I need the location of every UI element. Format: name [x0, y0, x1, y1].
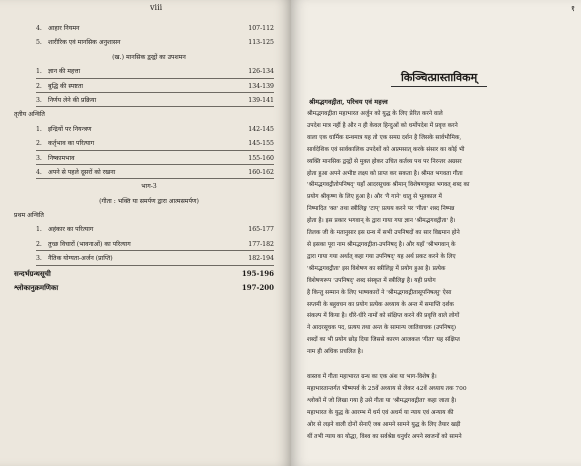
- toc-section-heading: (गीता : भक्ति या समर्पण द्वारा आत्मसमर्पण): [99, 197, 199, 205]
- text-line: महाभारतान्तर्गत भीष्मपर्व के 25वें अध्याय से लेकर 42वें अध्याय तक 700: [307, 385, 467, 392]
- table-of-contents: [14, 22, 284, 295]
- toc-item-title: अपने से पहले दूसरों को रखना: [48, 168, 116, 176]
- section-subtitle: श्रीमद्भगवद्गीता, परिचय एवं महत्त्व: [309, 98, 388, 106]
- toc-row: [14, 80, 284, 94]
- toc-item-pages: 160-162: [248, 168, 274, 176]
- toc-item-title: नैतिक योग्यता-अर्जन (प्राप्ति): [48, 255, 113, 263]
- toc-row: [14, 123, 284, 137]
- text-line: सप्तमी के बहुवचन का प्रयोग प्रत्येक अध्याय के अन्त में समाप्ति दर्शक: [307, 301, 454, 308]
- toc-row: [14, 180, 284, 194]
- underline-rule: [36, 78, 274, 79]
- text-line: प्रयोग श्रीकृष्ण के लिए हुआ है। और 'गै गाने' धातु से भूतकाल में: [307, 194, 442, 201]
- toc-row: [14, 22, 284, 36]
- text-line: उपदेश मात्र नहीं है और न ही केवल हिन्दुओं को धर्मोपदेश में प्रवृत्त करने: [307, 122, 458, 129]
- paragraph: [307, 109, 573, 359]
- toc-item-pages: 155-160: [248, 154, 274, 162]
- text-line: व्यक्ति मानसिक द्वन्द्वों से मुक्त होकर उचित कर्तव्य पथ पर निरन्तर अग्रसर: [307, 158, 462, 165]
- show-through-text: [70, 378, 270, 458]
- chapter-title: किञ्चित्प्रास्ताविकम्: [401, 71, 478, 84]
- toc-section-heading: भाग-3: [141, 183, 157, 191]
- toc-item-number: 1.: [36, 68, 42, 76]
- text-line: नाम ही अधिक प्रचलित है।: [307, 349, 363, 356]
- toc-item-number: 2.: [36, 140, 42, 148]
- toc-item-title: कर्तृभाव का परित्याग: [48, 140, 95, 148]
- toc-item-pages: 142-145: [248, 125, 274, 133]
- toc-item-title: अहंकार का परित्याग: [48, 226, 94, 234]
- toc-appendix-title: श्लोकानुक्रमणिका: [14, 283, 59, 293]
- text-line: सार्वदेशिक एवं सार्वकालिक उपदेशों को आत्मसात् करके संसार का कोई भी: [307, 146, 465, 153]
- text-line: वाला एक धार्मिक ग्रन्थमात्र यह तो एक समग्र दर्शन है जिसके सार्वभौमिक,: [307, 134, 462, 141]
- toc-item-number: 5.: [36, 39, 42, 47]
- text-line: संकल्प में किया है। धीरे-धीरे नामों को संक्षिप्त करने की प्रवृत्ति वाले लोगों: [307, 313, 460, 320]
- toc-part-heading: तृतीय अन्विति: [14, 111, 45, 119]
- text-line: होता है। इस प्रकार भगवान् के द्वारा गाया गया ज्ञान 'श्रीमद्भगवद्गीता' है।: [307, 218, 456, 225]
- toc-item-pages: 145-155: [248, 140, 274, 148]
- toc-item-pages: 113-125: [248, 39, 274, 47]
- toc-item-pages: 107-112: [248, 25, 274, 32]
- toc-item-pages: 165-177: [248, 226, 274, 234]
- toc-row: [14, 252, 284, 266]
- text-line: श्रीमद्भगवद्गीता महाभारत अर्जुन को युद्ध के लिए प्रेरित करने वाले: [307, 111, 443, 117]
- toc-item-title: निर्णय लेने की प्रक्रिया: [48, 96, 97, 104]
- toc-item-title: बुद्धि की स्पष्टता: [48, 82, 84, 90]
- toc-item-title: इन्द्रियों पर नियन्त्रण: [48, 125, 92, 133]
- text-line: वास्तव में गीता महाभारत ग्रन्थ का एक अंश या भाग-विशेष है।: [307, 374, 437, 380]
- toc-part-heading: प्रथम अन्विति: [14, 212, 44, 220]
- toc-item-number: 1.: [36, 226, 42, 234]
- text-line: होता हुआ अपने अभीष्ट लक्ष्य को प्राप्त कर सकता है। श्रीमत भगवता गीता: [307, 170, 463, 177]
- text-line: 'श्रीमद्भगवद्गीता' इस विशेषण का स्त्रीलिङ्ग में प्रयोग हुआ है। प्रत्येक: [307, 265, 446, 272]
- toc-row: [14, 238, 284, 252]
- toc-item-number: 2.: [36, 240, 42, 248]
- toc-item-pages: 134-139: [248, 82, 274, 90]
- toc-item-pages: 139-141: [248, 96, 274, 104]
- toc-appendix-pages: 195-196: [241, 268, 274, 278]
- toc-item-title: तुच्छ विचारों (भावनाओं) का परित्याग: [48, 240, 131, 248]
- toc-row: [14, 65, 284, 79]
- text-line: ने आदरसूचक पद, प्रत्यय तथा अन्त के सामान्य जातिवाचक (उपनिषद्): [307, 325, 457, 332]
- toc-appendix-pages: 197-200: [241, 283, 274, 293]
- text-line: थीं तभी न्याय का योद्धा, विश्व का सर्वश्रेष्ठ धनुर्धर अपने स्वजनों को सामने: [307, 433, 462, 440]
- underline-rule: [36, 150, 274, 151]
- toc-item-number: 3.: [36, 255, 42, 263]
- toc-item-title: ज्ञान की महत्ता: [48, 68, 81, 76]
- text-line: निष्पादित 'क्त' तथा स्त्रीलिङ्ग 'टाप्' प्रत्यय करने पर 'गीता' शब्द निष्पन्न: [307, 206, 455, 213]
- toc-row: [14, 51, 284, 65]
- toc-row: [14, 166, 284, 180]
- toc-row: [14, 137, 284, 151]
- toc-section-heading: (ख.) मानसिक द्वन्द्वों का उपशमन: [112, 53, 186, 61]
- text-line: तिलक जी के मतानुसार इस ग्रन्थ में सभी उपनिषदों का सार विद्यमान होने: [307, 230, 460, 237]
- text-line: महाभारत के युद्ध के आरम्भ में धर्म एवं अधर्म या न्याय एवं अन्याय की: [307, 409, 454, 416]
- underline-rule: [36, 178, 274, 179]
- toc-row: [14, 195, 284, 209]
- toc-item-pages: 126-134: [248, 68, 274, 76]
- text-line: से इसका पूरा नाम श्रीमद्भगवद्गीता-उपनिषद् है। और यहाँ 'श्रीभगवान् के: [307, 241, 456, 248]
- toc-item-number: 4.: [36, 168, 42, 176]
- toc-item-number: 3.: [36, 96, 42, 104]
- text-line: श्लोकों में जो लिखा गया है उसे गीता या 'श्रीमद्भगवद्गीता' कहा जाता है।: [307, 397, 457, 404]
- toc-row: [14, 152, 284, 166]
- underline-rule: [36, 250, 274, 251]
- page-number: १: [570, 4, 575, 13]
- toc-row: [14, 108, 284, 122]
- page-number: viii: [150, 3, 163, 12]
- toc-item-title: शारीरिक एवं मानसिक अनुशासन: [48, 39, 121, 47]
- toc-item-pages: 182-194: [248, 255, 274, 263]
- toc-item-number: 4.: [36, 25, 42, 32]
- toc-item-number: 3.: [36, 154, 42, 162]
- toc-item-pages: 177-182: [248, 240, 274, 248]
- toc-item-number: 1.: [36, 125, 42, 133]
- toc-item-title: निष्कामभाव: [48, 154, 75, 162]
- text-line: द्वारा गाया गया अर्थात् कहा गया उपनिषद्' यह अर्थ प्रकट करने के लिए: [307, 253, 456, 260]
- text-line: शब्दों का भी प्रयोग छोड़ दिया जिससे कारण आजकल 'गीता' यह संक्षिप्त: [307, 337, 460, 344]
- toc-item-number: 2.: [36, 82, 42, 90]
- toc-item-title: आहार नियमन: [48, 25, 80, 32]
- underline-rule: [36, 164, 274, 165]
- toc-row: [14, 267, 284, 281]
- text-line: ओर से लड़ने वाली दोनों सेनाएँ जब आमने सामने युद्ध के लिए तैयार खड़ी: [307, 421, 461, 428]
- right-page: [291, 0, 581, 466]
- underline-rule: [36, 106, 274, 107]
- toc-appendix-title: सन्दर्भग्रन्थसूची: [14, 268, 51, 278]
- toc-row: [14, 94, 284, 108]
- text-line: विशेषणरूप 'उपनिषद्' शब्द संस्कृत में स्त्रीलिङ्ग है। यही प्रयोग: [307, 277, 436, 284]
- text-line: है किन्तु सम्मान के लिए भाष्यकारों ने 'श्रीमद्भगवद्गीतासूपनिषत्सु' ऐसा: [307, 289, 452, 296]
- paragraph: [307, 372, 573, 443]
- underline-rule: [36, 92, 274, 93]
- toc-row: [14, 36, 284, 50]
- toc-row: [14, 223, 284, 237]
- text-line: 'श्रीमद्भगवद्गीतोपनिषद्' यहाँ आदरसूचक श्रीमान् विशेषणयुक्त भगवत् शब्द का: [307, 182, 470, 189]
- underline-rule: [36, 265, 274, 266]
- toc-row: [14, 209, 284, 223]
- toc-row: [14, 281, 284, 295]
